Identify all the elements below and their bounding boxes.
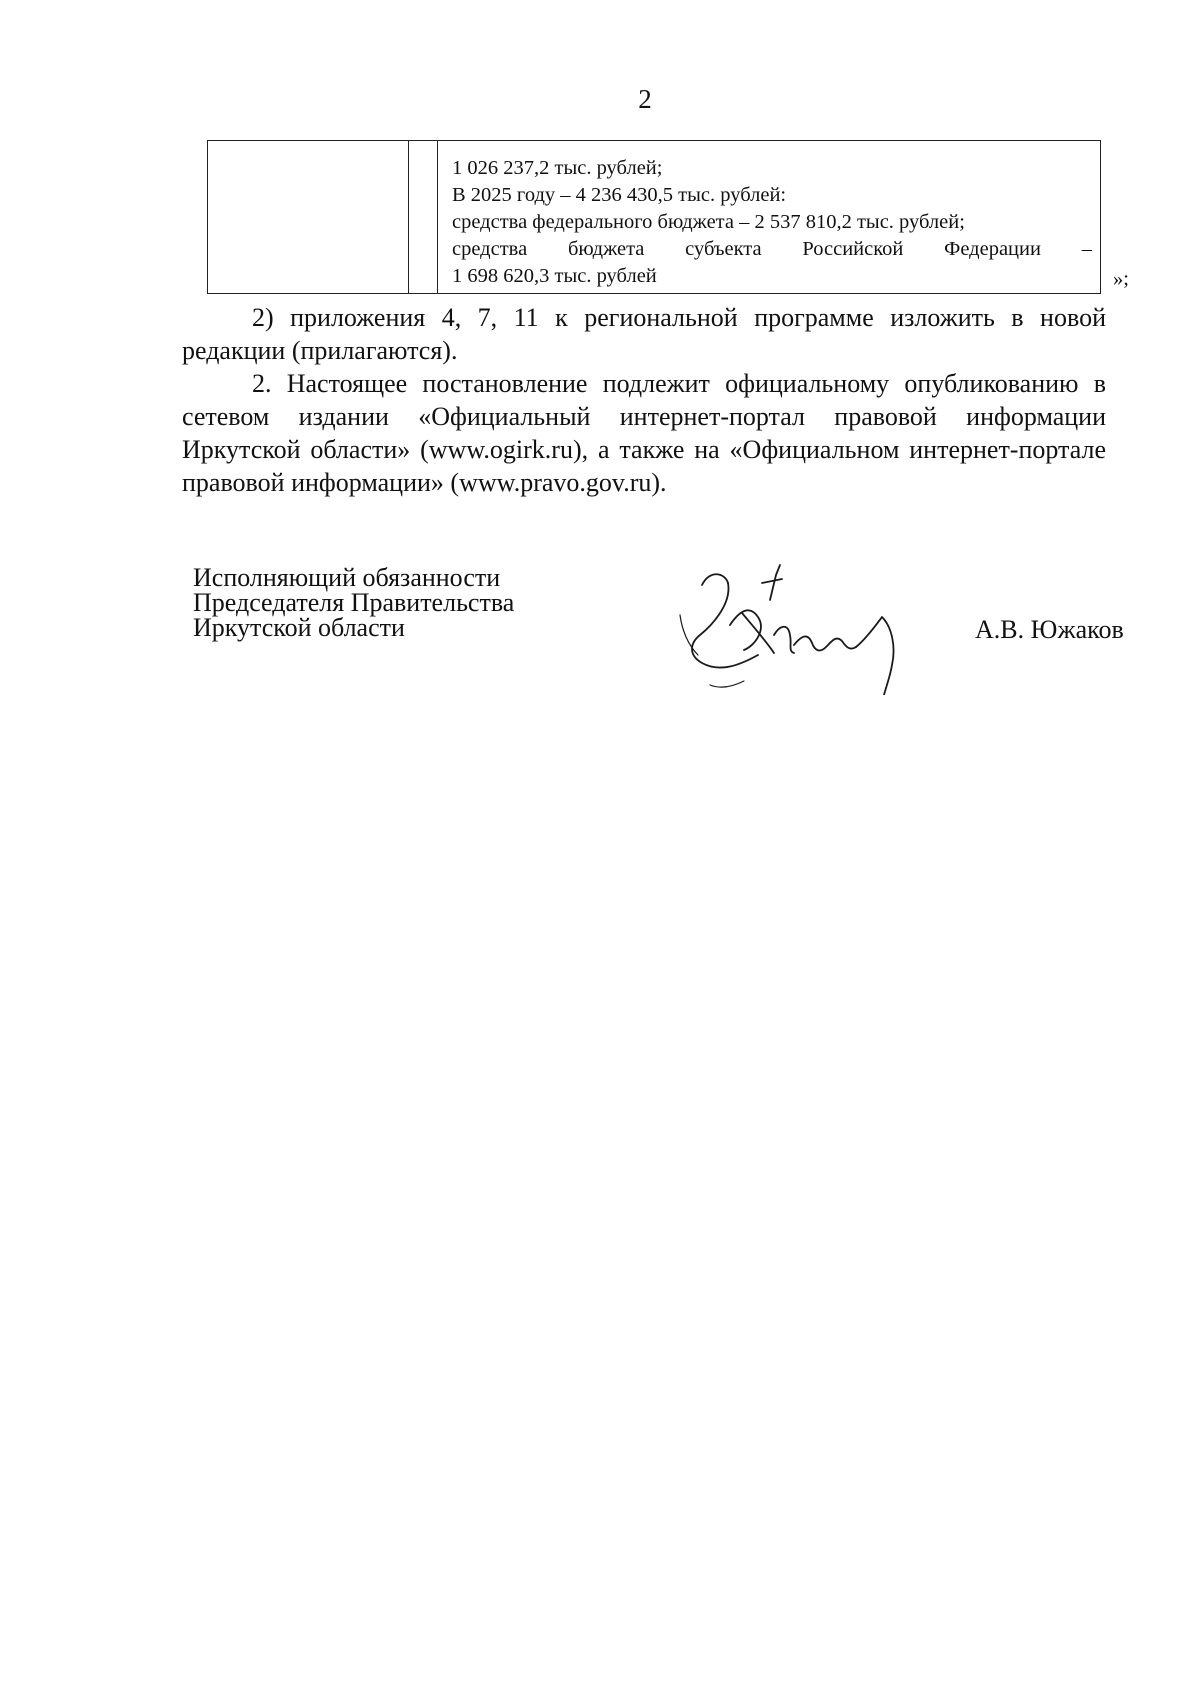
funding-word: средства [452,238,528,260]
closing-quote: »; [1113,268,1129,290]
signatory-title [193,565,514,640]
funding-line: В 2025 году – 4 236 430,5 тыс. рублей: [452,184,787,206]
resolution-body [182,301,1106,499]
table-column-divider [408,141,409,293]
signatory-name: А.В. Южаков [975,615,1124,644]
funding-line: 1 698 620,3 тыс. рублей [452,265,657,287]
signatory-title-line: Исполняющий обязанности [193,563,501,592]
paragraph: 2. Настоящее постановление подлежит официальному опубликованию в сетевом издании «Официальный интернет-портал правовой информации Иркутской области» (www.ogirk.ru), а также на «Официальном интернет-портале правовой информации» (www.pravo.gov.ru). [182,369,1106,497]
funding-word: Федерации [944,238,1041,260]
budget-table [207,140,1101,294]
funding-cell [452,155,1092,290]
table-column-divider [437,141,438,293]
funding-word: субъекта [685,238,762,260]
funding-word: – [1081,238,1092,260]
paragraph: 2) приложения 4, 7, 11 к региональной программе изложить в новой редакции (прилагаются). [182,303,1106,365]
funding-word: бюджета [567,238,645,260]
signatory-title-line: Председателя Правительства [193,588,515,617]
funding-word: Российской [802,238,904,260]
signatory-title-line: Иркутской области [193,613,405,642]
funding-line [452,236,1092,263]
page-number: 2 [638,84,652,114]
handwritten-signature [670,555,920,695]
funding-line: 1 026 237,2 тыс. рублей; [452,157,663,179]
funding-line: средства федерального бюджета – 2 537 810,2 тыс. рублей; [452,211,965,233]
